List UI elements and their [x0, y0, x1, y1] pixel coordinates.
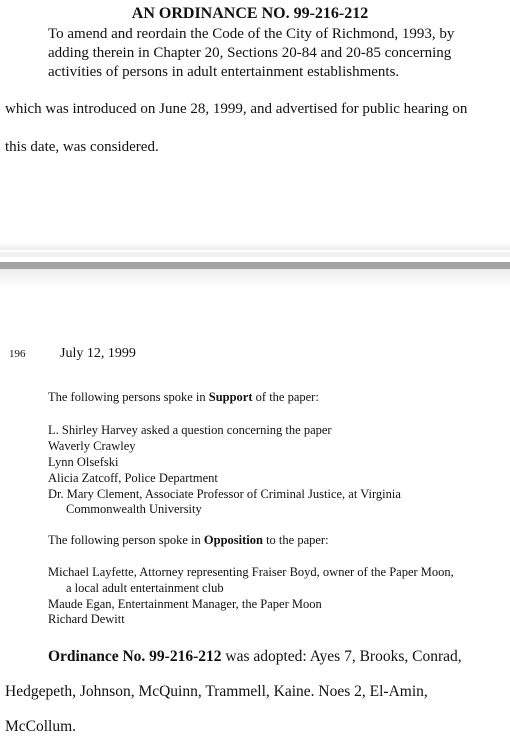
- opposition-lead: The following person spoke in Opposition to the paper:: [48, 533, 329, 547]
- adoption-result-line: McCollum.: [5, 718, 77, 735]
- support-speaker: Dr. Mary Clement, Associate Professor of Criminal Justice, at Virginia: [48, 487, 401, 501]
- opposition-speaker-continuation: a local adult entertainment club: [66, 581, 224, 595]
- support-speaker: Alicia Zatcoff, Police Department: [48, 471, 218, 485]
- page-break-divider: [0, 262, 510, 269]
- page-break-shadow-top: [0, 242, 510, 250]
- intro-line: this date, was considered.: [5, 139, 159, 155]
- ordinance-description-line: To amend and reordain the Code of the City of Richmond, 1993, by: [48, 26, 455, 42]
- support-lead: The following persons spoke in Support of the paper:: [48, 390, 319, 404]
- opposition-speaker: Michael Layfette, Attorney representing Fraiser Boyd, owner of the Paper Moon,: [48, 565, 454, 579]
- page-date: July 12, 1999: [60, 346, 136, 361]
- support-speaker: Waverly Crawley: [48, 439, 136, 453]
- opposition-speaker: Maude Egan, Entertainment Manager, the Paper Moon: [48, 597, 322, 611]
- support-speaker: Lynn Olsefski: [48, 455, 119, 469]
- page-number: 196: [9, 348, 26, 360]
- ordinance-title: AN ORDINANCE NO. 99-216-212: [131, 5, 369, 22]
- ordinance-description-line: adding therein in Chapter 20, Sections 20-84 and 20-85 concerning: [48, 45, 452, 61]
- support-speaker: L. Shirley Harvey asked a question concerning the paper: [48, 423, 332, 437]
- adoption-result-line: Ordinance No. 99-216-212 was adopted: Ayes 7, Brooks, Conrad,: [48, 648, 462, 665]
- opposition-speaker: Richard Dewitt: [48, 612, 125, 626]
- opposition-label: Opposition: [203, 533, 263, 547]
- page-break-shadow-bottom: [0, 269, 510, 287]
- ordinance-description-line: activities of persons in adult entertainment establishments.: [48, 64, 400, 80]
- adoption-result-line: Hedgepeth, Johnson, McQuinn, Trammell, Kaine. Noes 2, El-Amin,: [5, 683, 428, 700]
- support-label: Support: [208, 390, 253, 404]
- page-break-band: [0, 252, 510, 257]
- support-speaker-continuation: Commonwealth University: [66, 502, 202, 516]
- intro-line: which was introduced on June 28, 1999, and advertised for public hearing on: [5, 101, 468, 117]
- ordinance-number: Ordinance No. 99-216-212: [48, 648, 222, 665]
